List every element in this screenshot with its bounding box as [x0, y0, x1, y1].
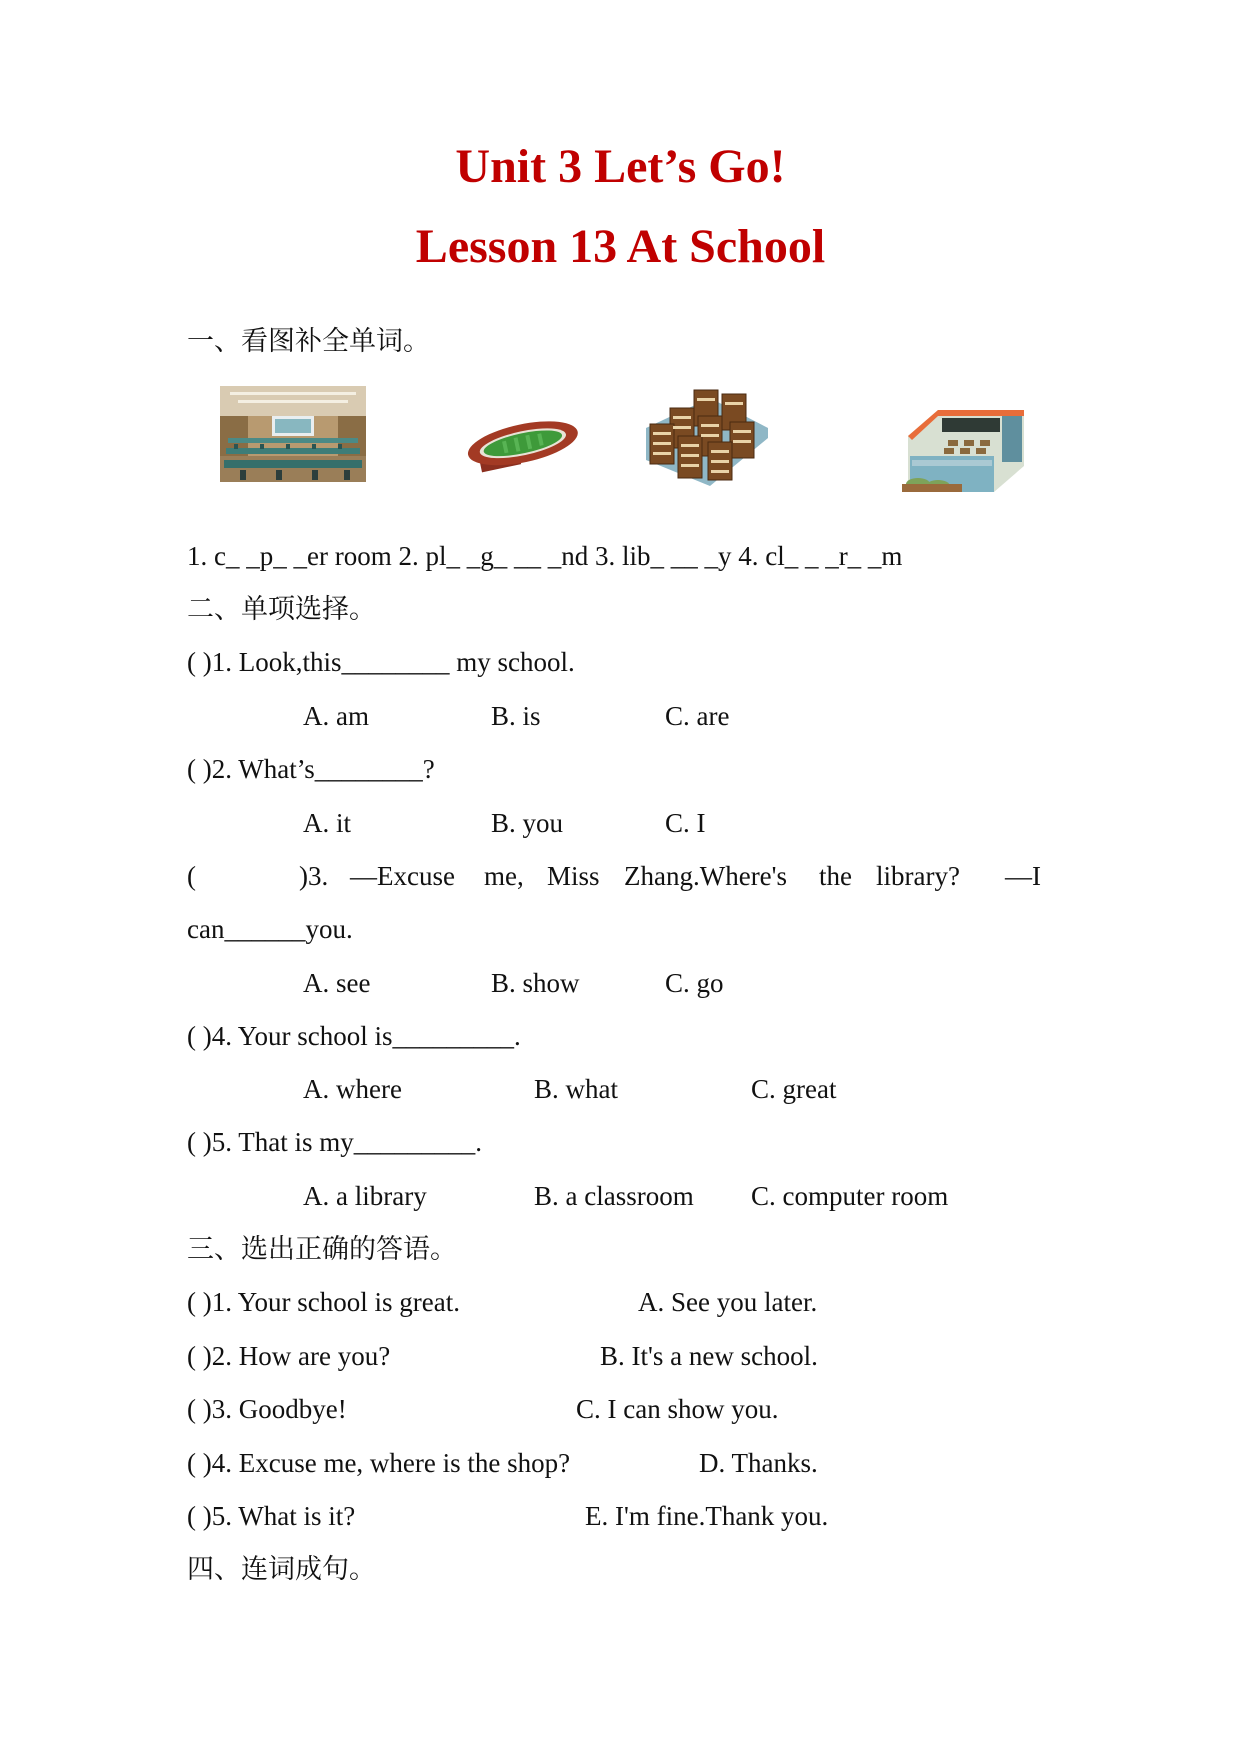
section3-heading: 三、选出正确的答语。: [187, 1234, 457, 1264]
mc-question-5: ( )5. That is my_________.: [187, 1127, 482, 1157]
lesson-title: Lesson 13 At School: [415, 220, 826, 273]
match-question: ( )5. What is it?: [187, 1501, 356, 1531]
match-answer: D. Thanks.: [699, 1448, 818, 1478]
match-question: ( )3. Goodbye!: [187, 1394, 347, 1424]
match-answer: B. It's a new school.: [600, 1341, 818, 1371]
mc-q4-option-a: A. where: [303, 1074, 402, 1104]
mc-q2-option-c: C. I: [665, 808, 706, 838]
mc-q4-option-b: B. what: [534, 1074, 618, 1104]
playground-picture: [460, 416, 580, 482]
computer-room-picture: [220, 386, 366, 482]
match-question: ( )2. How are you?: [187, 1341, 391, 1371]
mc-q2-option-b: B. you: [491, 808, 564, 838]
mc-q3-continuation: can______you.: [187, 914, 353, 944]
mc-q3-paren: (: [187, 861, 196, 891]
mc-q2-option-a: A. it: [303, 808, 352, 838]
mc-q3-word: the: [819, 861, 852, 891]
mc-q5-option-b: B. a classroom: [534, 1181, 694, 1211]
mc-q3-word: me,: [484, 861, 524, 891]
mc-q3-option-c: C. go: [665, 968, 724, 998]
section2-heading: 二、单项选择。: [187, 594, 376, 624]
mc-q3-word: Zhang.Where's: [624, 861, 788, 891]
unit-title: Unit 3 Let’s Go!: [455, 140, 786, 193]
mc-q4-option-c: C. great: [751, 1074, 837, 1104]
match-question: ( )4. Excuse me, where is the shop?: [187, 1448, 571, 1478]
mc-q5-option-c: C. computer room: [751, 1181, 949, 1211]
mc-q1-option-c: C. are: [665, 701, 730, 731]
match-answer: A. See you later.: [638, 1287, 818, 1317]
mc-q3-word: Miss: [547, 861, 600, 891]
mc-q3-word: library?: [876, 861, 960, 891]
mc-q1-option-a: A. am: [303, 701, 369, 731]
mc-q3-word: —Excuse: [350, 861, 455, 891]
mc-question-4: ( )4. Your school is_________.: [187, 1021, 521, 1051]
mc-q3-word: —I: [1005, 861, 1041, 891]
classroom-picture: [898, 396, 1024, 492]
match-answer: C. I can show you.: [576, 1394, 779, 1424]
library-picture: [646, 388, 768, 486]
mc-q3-option-a: A. see: [303, 968, 371, 998]
match-answer: E. I'm fine.Thank you.: [585, 1501, 829, 1531]
mc-q3-option-b: B. show: [491, 968, 580, 998]
word-completion-line: 1. c_ _p_ _er room 2. pl_ _g_ __ _nd 3. lib_ __ _y 4. cl_ _ _r_ _m: [187, 541, 903, 571]
section4-heading: 四、连词成句。: [187, 1554, 376, 1584]
match-question: ( )1. Your school is great.: [187, 1287, 460, 1317]
mc-question-2: ( )2. What’s________?: [187, 754, 435, 784]
section1-heading: 一、看图补全单词。: [187, 326, 430, 356]
mc-q3-number: )3.: [299, 861, 329, 891]
mc-question-1: ( )1. Look,this________ my school.: [187, 647, 575, 677]
mc-q5-option-a: A. a library: [303, 1181, 427, 1211]
mc-q1-option-b: B. is: [491, 701, 541, 731]
